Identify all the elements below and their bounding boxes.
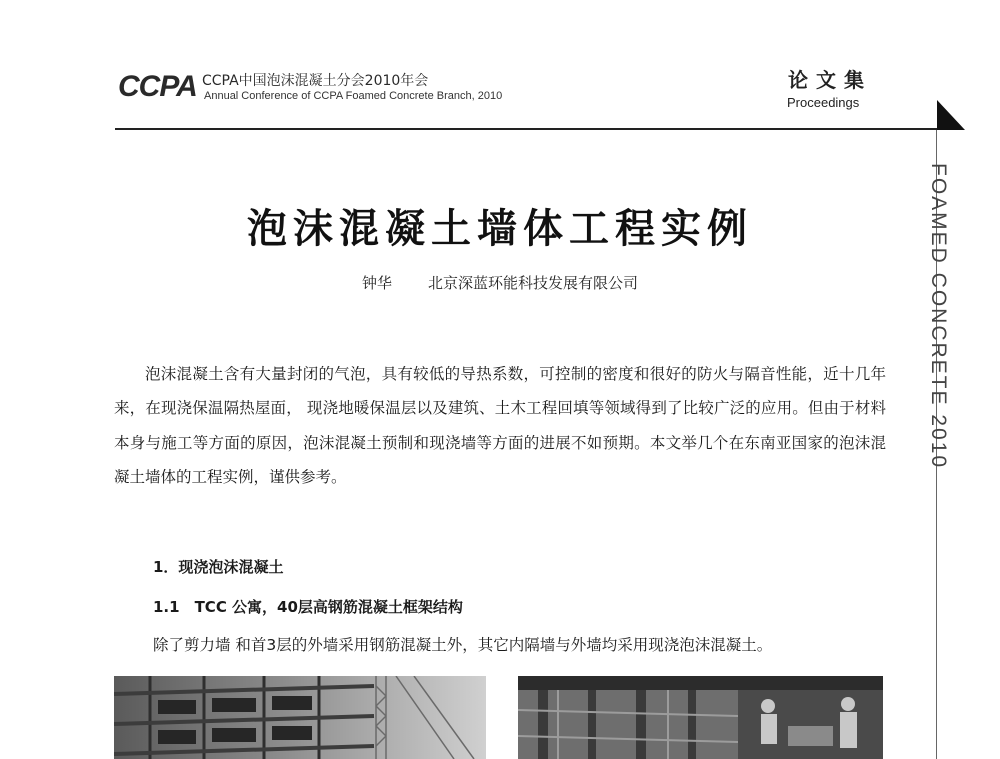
proceedings-title-en: Proceedings bbox=[787, 95, 860, 110]
side-running-label: FOAMED CONCRETE 2010 bbox=[927, 163, 950, 470]
conference-logo: CCPA bbox=[118, 70, 197, 103]
abstract-paragraph: 泡沫混凝土含有大量封闭的气泡，具有较低的导热系数，可控制的密度和很好的防火与隔音性能，近十几年来，在现浇保温隔热屋面， 现浇地暖保温层以及建筑、土木工程回填等领域得到了比较广泛的应用。但由于材料本身与施工等方面的原因，泡沫混凝土预制和现浇墙等方面的进展不如预期。本文举几个在东南亚国家的泡沫混凝土墙体的工程实例，谨供参考。 bbox=[114, 365, 886, 487]
conference-title-en: Annual Conference of CCPA Foamed Concrete Branch, 2010 bbox=[204, 90, 503, 102]
section-heading-1-1: 1.1 TCC 公寓，40层高钢筋混凝土框架结构 bbox=[153, 598, 463, 616]
header-divider bbox=[115, 128, 937, 130]
conference-title-cn: CCPA中国泡沫混凝土分会2010年会 bbox=[202, 73, 429, 89]
body-paragraph: 除了剪力墙 和首3层的外墙采用钢筋混凝土外，其它内隔墙与外墙均采用现浇泡沫混凝土。 bbox=[153, 636, 773, 654]
corner-triangle-icon bbox=[937, 100, 965, 130]
author-affiliation: 北京深蓝环能科技发展有限公司 bbox=[428, 274, 639, 292]
photo-construction-interior bbox=[518, 676, 883, 759]
section-heading-1: 1．现浇泡沫混凝土 bbox=[153, 558, 284, 576]
author-line bbox=[0, 272, 1000, 293]
paper-title: 泡沫混凝土墙体工程实例 bbox=[247, 205, 753, 252]
author-name: 钟华 bbox=[361, 274, 392, 292]
proceedings-title-cn: 论文集 bbox=[788, 68, 872, 92]
photo-building-exterior bbox=[114, 676, 486, 759]
